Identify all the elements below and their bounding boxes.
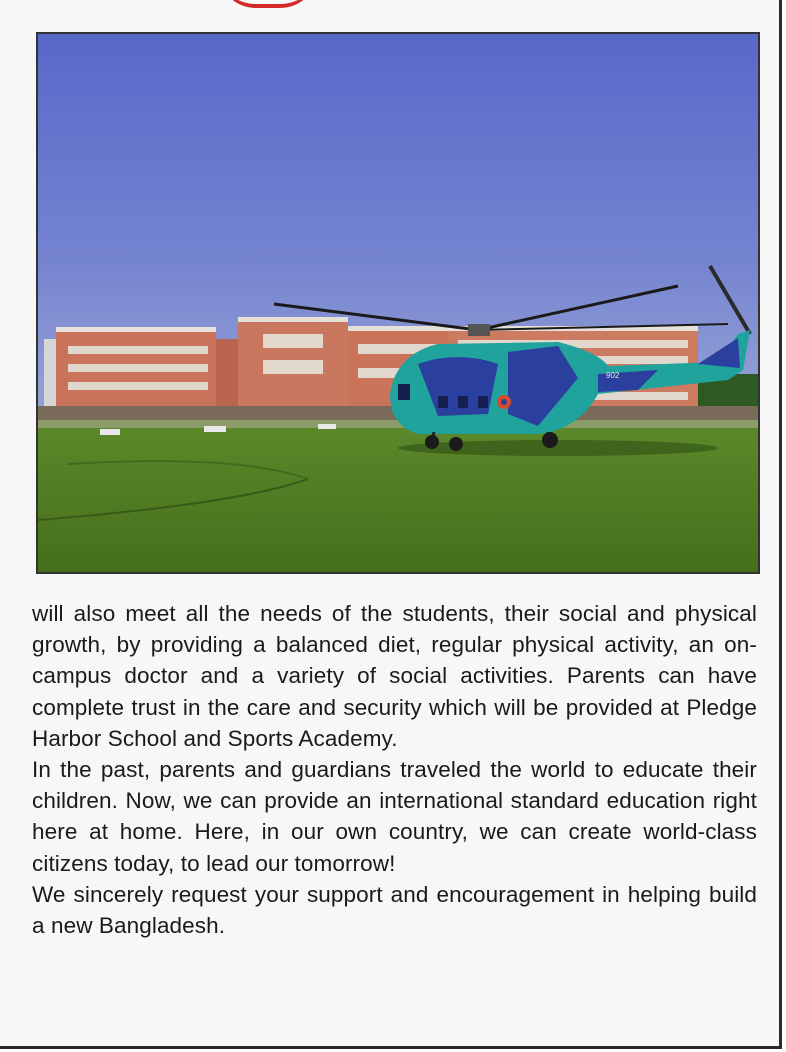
tail-number: 902 (606, 371, 620, 380)
body-text (32, 598, 757, 941)
paragraph-2: In the past, parents and guardians traveled the world to educate their children. Now, we can provide an international standard education right here at home. Here, in our own country, we can create world-class citizens today, to lead our tomorrow! (32, 757, 757, 876)
paragraph-3: We sincerely request your support and encouragement in helping build a new Bangladesh. (32, 881, 757, 939)
logo-partial (218, 0, 318, 8)
paragraph-1: will also meet all the needs of the students, their social and physical growth, by providing a balanced diet, regular physical activity, an on-campus doctor and a variety of social activities. Parents can have complete trust in the care and security which will be provided at Pledge Harbor School and Sports Academy. (32, 601, 757, 751)
helicopter-scene (38, 34, 758, 572)
campus-photo (36, 32, 760, 574)
